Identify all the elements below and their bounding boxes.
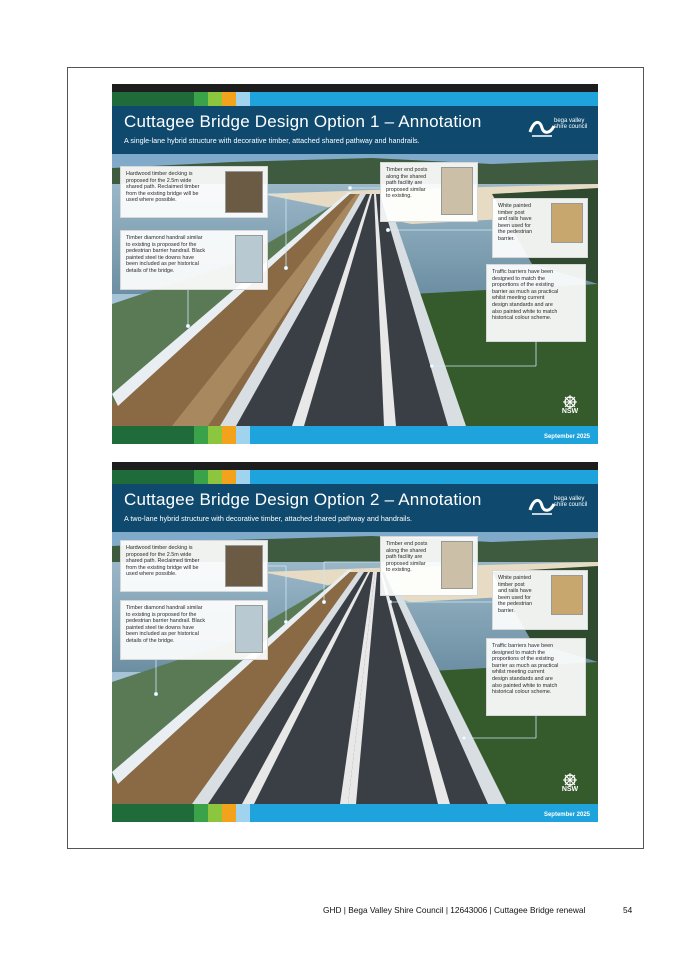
bottom-color-bar [112,426,598,444]
slide-subtitle: A single-lane hybrid structure with decorative timber, attached shared pathway and handrails. [124,136,420,145]
callout-traffic-barriers-text: Traffic barriers have been designed to match the proportions of the existing barrier as much as practical whilst meeting current design standards and are also painted white to match historical colour scheme. [492,269,559,322]
slide-title: Cuttagee Bridge Design Option 2 – Annotation [124,490,482,509]
slide-date: September 2025 [543,434,590,440]
slide-date: September 2025 [543,812,590,818]
council-logo-text: bega valley shire council [554,496,588,508]
callout-diamond-handrail-text: Timber diamond handrail similar to existing is proposed for the pedestrian barrier handrail. Black painted steel tie downs have been included as per historical details of the bridge. [126,605,206,644]
callout-timber-decking-text: Hardwood timber decking is proposed for the 2.5m wide shared path. Reclaimed timber from the existing bridge will be used where possible. [126,545,200,578]
callout-timber-end-posts-text: Timber end posts along the shared path facility are proposed similar to existing. [386,541,428,574]
page-number: 54 [623,905,633,915]
slide-title: Cuttagee Bridge Design Option 1 – Annotation [124,112,482,131]
bottom-color-bar [112,804,598,822]
callout-white-painted-posts-text: White painted timber post and rails have been used for the pedestrian barrier. [498,575,533,614]
nsw-logo [558,772,582,798]
callout-traffic-barriers-text: Traffic barriers have been designed to match the proportions of the existing barrier as much as practical whilst meeting current design standards and are also painted white to match historical colour scheme. [492,643,559,696]
slide-option-2 [112,462,598,822]
nsw-logo-text: NSW [561,408,579,415]
callout-timber-end-posts-text: Timber end posts along the shared path facility are proposed similar to existing. [386,167,428,200]
leader-lines [112,462,598,822]
slide-option-1 [112,84,598,444]
page-footer-text: GHD | Bega Valley Shire Council | 12643006 | Cuttagee Bridge renewal [323,905,586,915]
callout-diamond-handrail-text: Timber diamond handrail similar to existing is proposed for the pedestrian barrier handrail. Black painted steel tie downs have been included as per historical details of the bridge. [126,235,206,274]
nsw-logo-text: NSW [561,786,579,793]
leader-lines [112,84,598,444]
callout-white-painted-posts-text: White painted timber post and rails have been used for the pedestrian barrier. [498,203,533,242]
slide-subtitle: A two-lane hybrid structure with decorative timber, attached shared pathway and handrails. [124,514,413,523]
nsw-logo [558,394,582,420]
council-logo-text: bega valley shire council [554,118,588,130]
callout-timber-decking-text: Hardwood timber decking is proposed for the 2.5m wide shared path. Reclaimed timber from the existing bridge will be used where possible. [126,171,200,204]
